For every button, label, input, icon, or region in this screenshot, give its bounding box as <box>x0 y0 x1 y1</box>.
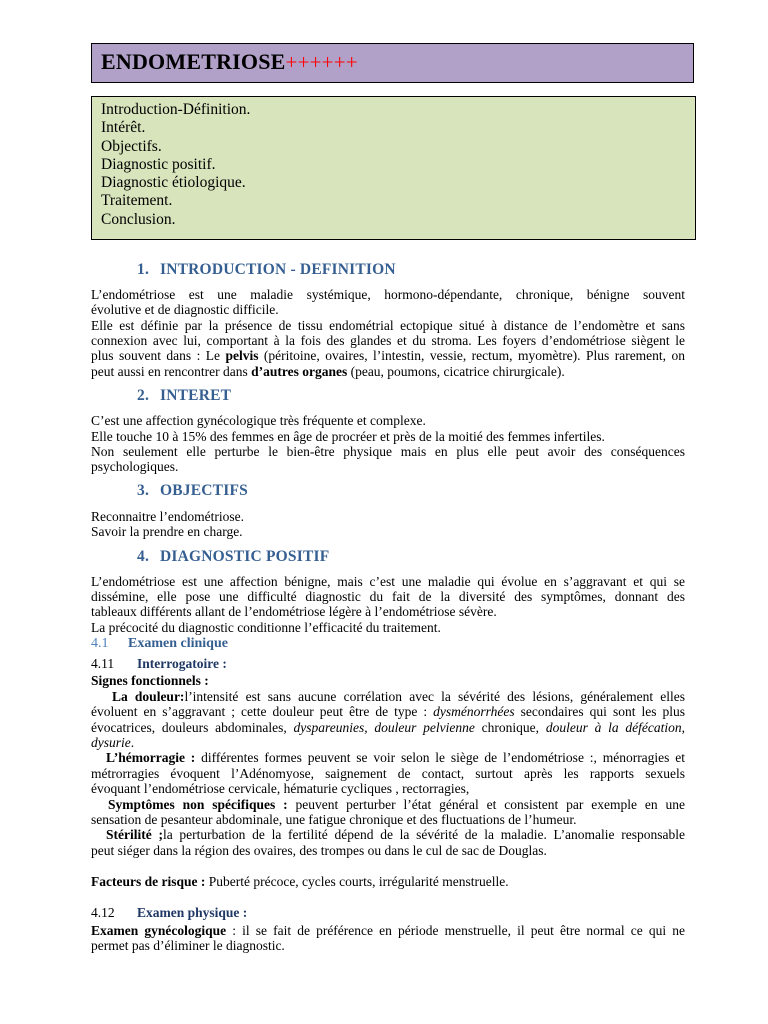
section-heading-introduction: 1. INTRODUCTION - DEFINITION <box>137 261 396 278</box>
paragraph-line: La précocité du diagnostic conditionne l’efficacité du traitement. <box>91 620 441 635</box>
section-heading-interet: 2. INTERET <box>137 387 232 404</box>
paragraph-line: L’endométriose est une affection bénigne, mais c’est une maladie qui évolue en s’aggravant et qui se <box>91 574 685 589</box>
paragraph-line: sensation de pesanteur abdominale, une fatigue chronique et des fluctuations de l’humeur. <box>91 812 577 827</box>
paragraph-line: Savoir la prendre en charge. <box>91 524 243 539</box>
subsection-heading-interrogatoire: 4.11 Interrogatoire : <box>91 656 227 671</box>
paragraph-line: connexion avec lui, comportant à la fois des glandes et du stroma. Les foyers d’endométriose siègent le <box>91 333 685 348</box>
paragraph-line: Stérilité ;la perturbation de la fertilité dépend de la sévérité de la maladie. L’anomalie responsable <box>106 827 685 842</box>
paragraph-line: L’hémorragie : différentes formes peuvent se voir selon le siège de l’endométriose :, ménorragies et <box>106 750 685 765</box>
paragraph-line: C’est une affection gynécologique très fréquente et complexe. <box>91 413 426 428</box>
paragraph-line: peut aussi en rencontrer dans d’autres organes (peau, poumons, cicatrice chirurgicale). <box>91 364 565 379</box>
paragraph-line: Elle est définie par la présence de tissu endométrial ectopique situé à distance de l’endomètre et sans <box>91 318 685 333</box>
paragraph-line: évoluent en s’aggravant ; cette douleur peut être de type : dysménorrhées secondaires qui sont les plus <box>91 704 686 719</box>
toc-item: Intérêt. <box>101 119 146 137</box>
title-suffix: ++++++ <box>285 50 358 74</box>
toc-item: Diagnostic positif. <box>101 155 216 173</box>
title-box <box>91 43 694 83</box>
section-heading-diagnostic: 4. DIAGNOSTIC POSITIF <box>137 548 330 565</box>
paragraph-line: évolutive et de diagnostic difficile. <box>91 302 279 317</box>
facteurs-de-risque: Facteurs de risque : Puberté précoce, cycles courts, irrégularité menstruelle. <box>91 874 509 889</box>
document-title: ENDOMETRIOSE++++++ <box>101 49 358 74</box>
subsection-heading-examen-clinique: 4.1 Examen clinique <box>91 636 228 651</box>
paragraph-line: L’endométriose est une maladie systémique, hormono-dépendante, chronique, bénigne souvent <box>91 287 685 302</box>
section-heading-objectifs: 3. OBJECTIFS <box>137 482 248 499</box>
paragraph-line: Elle touche 10 à 15% des femmes en âge de procréer et près de la moitié des femmes infertiles. <box>91 429 605 444</box>
paragraph-line: dissémine, elle pose une difficulté diagnostic du fait de la diversité des symptômes, donnant des <box>91 589 685 604</box>
toc-item: Objectifs. <box>101 137 162 155</box>
paragraph-line: La douleur:l’intensité est sans aucune corrélation avec la sévérité des lésions, généralement elles <box>112 689 685 704</box>
paragraph-line: Symptômes non spécifiques : peuvent perturber l’état général et consistent par exemple en une <box>108 797 685 812</box>
toc-item: Traitement. <box>101 192 173 210</box>
paragraph-line: évocatrices, douleurs abdominales, dyspareunies, douleur pelvienne chronique, douleur à la défécation, <box>91 720 686 735</box>
paragraph-line: dysurie. <box>91 735 135 750</box>
paragraph-line: tableaux différents allant de l’endométriose légère à l’endométriose sévère. <box>91 604 497 619</box>
table-of-contents <box>91 96 696 240</box>
paragraph-line: métrorragies évoquent l’Adénomyose, saignement de contact, surtout après les rapports sexuels <box>91 766 685 781</box>
toc-item: Introduction-Définition. <box>101 101 251 118</box>
signes-fonctionnels-label: Signes fonctionnels : <box>91 673 209 688</box>
paragraph-line: évoquant l’endométriose cervicale, hématurie cycliques , rectorragies, <box>91 781 470 796</box>
paragraph-line: Examen gynécologique : il se fait de préférence en période menstruelle, il peut être normal ce qui ne <box>91 923 685 938</box>
paragraph-line: plus souvent dans : Le pelvis (péritoine, ovaires, l’intestin, vessie, rectum, myomètre). Plus rarement, on <box>91 348 685 363</box>
paragraph-line: Non seulement elle perturbe le bien-être physique mais en plus elle peut avoir des conséquences <box>91 444 685 459</box>
paragraph-line: permet pas d’éliminer le diagnostic. <box>91 938 285 953</box>
paragraph-line: psychologiques. <box>91 459 179 474</box>
toc-item: Conclusion. <box>101 210 176 228</box>
paragraph-line: Reconnaitre l’endométriose. <box>91 509 244 524</box>
subsection-heading-examen-physique: 4.12 Examen physique : <box>91 905 248 920</box>
toc-item: Diagnostic étiologique. <box>101 174 246 192</box>
paragraph-line: peut siéger dans la région des ovaires, des trompes ou dans le cul de sac de Douglas. <box>91 843 547 858</box>
